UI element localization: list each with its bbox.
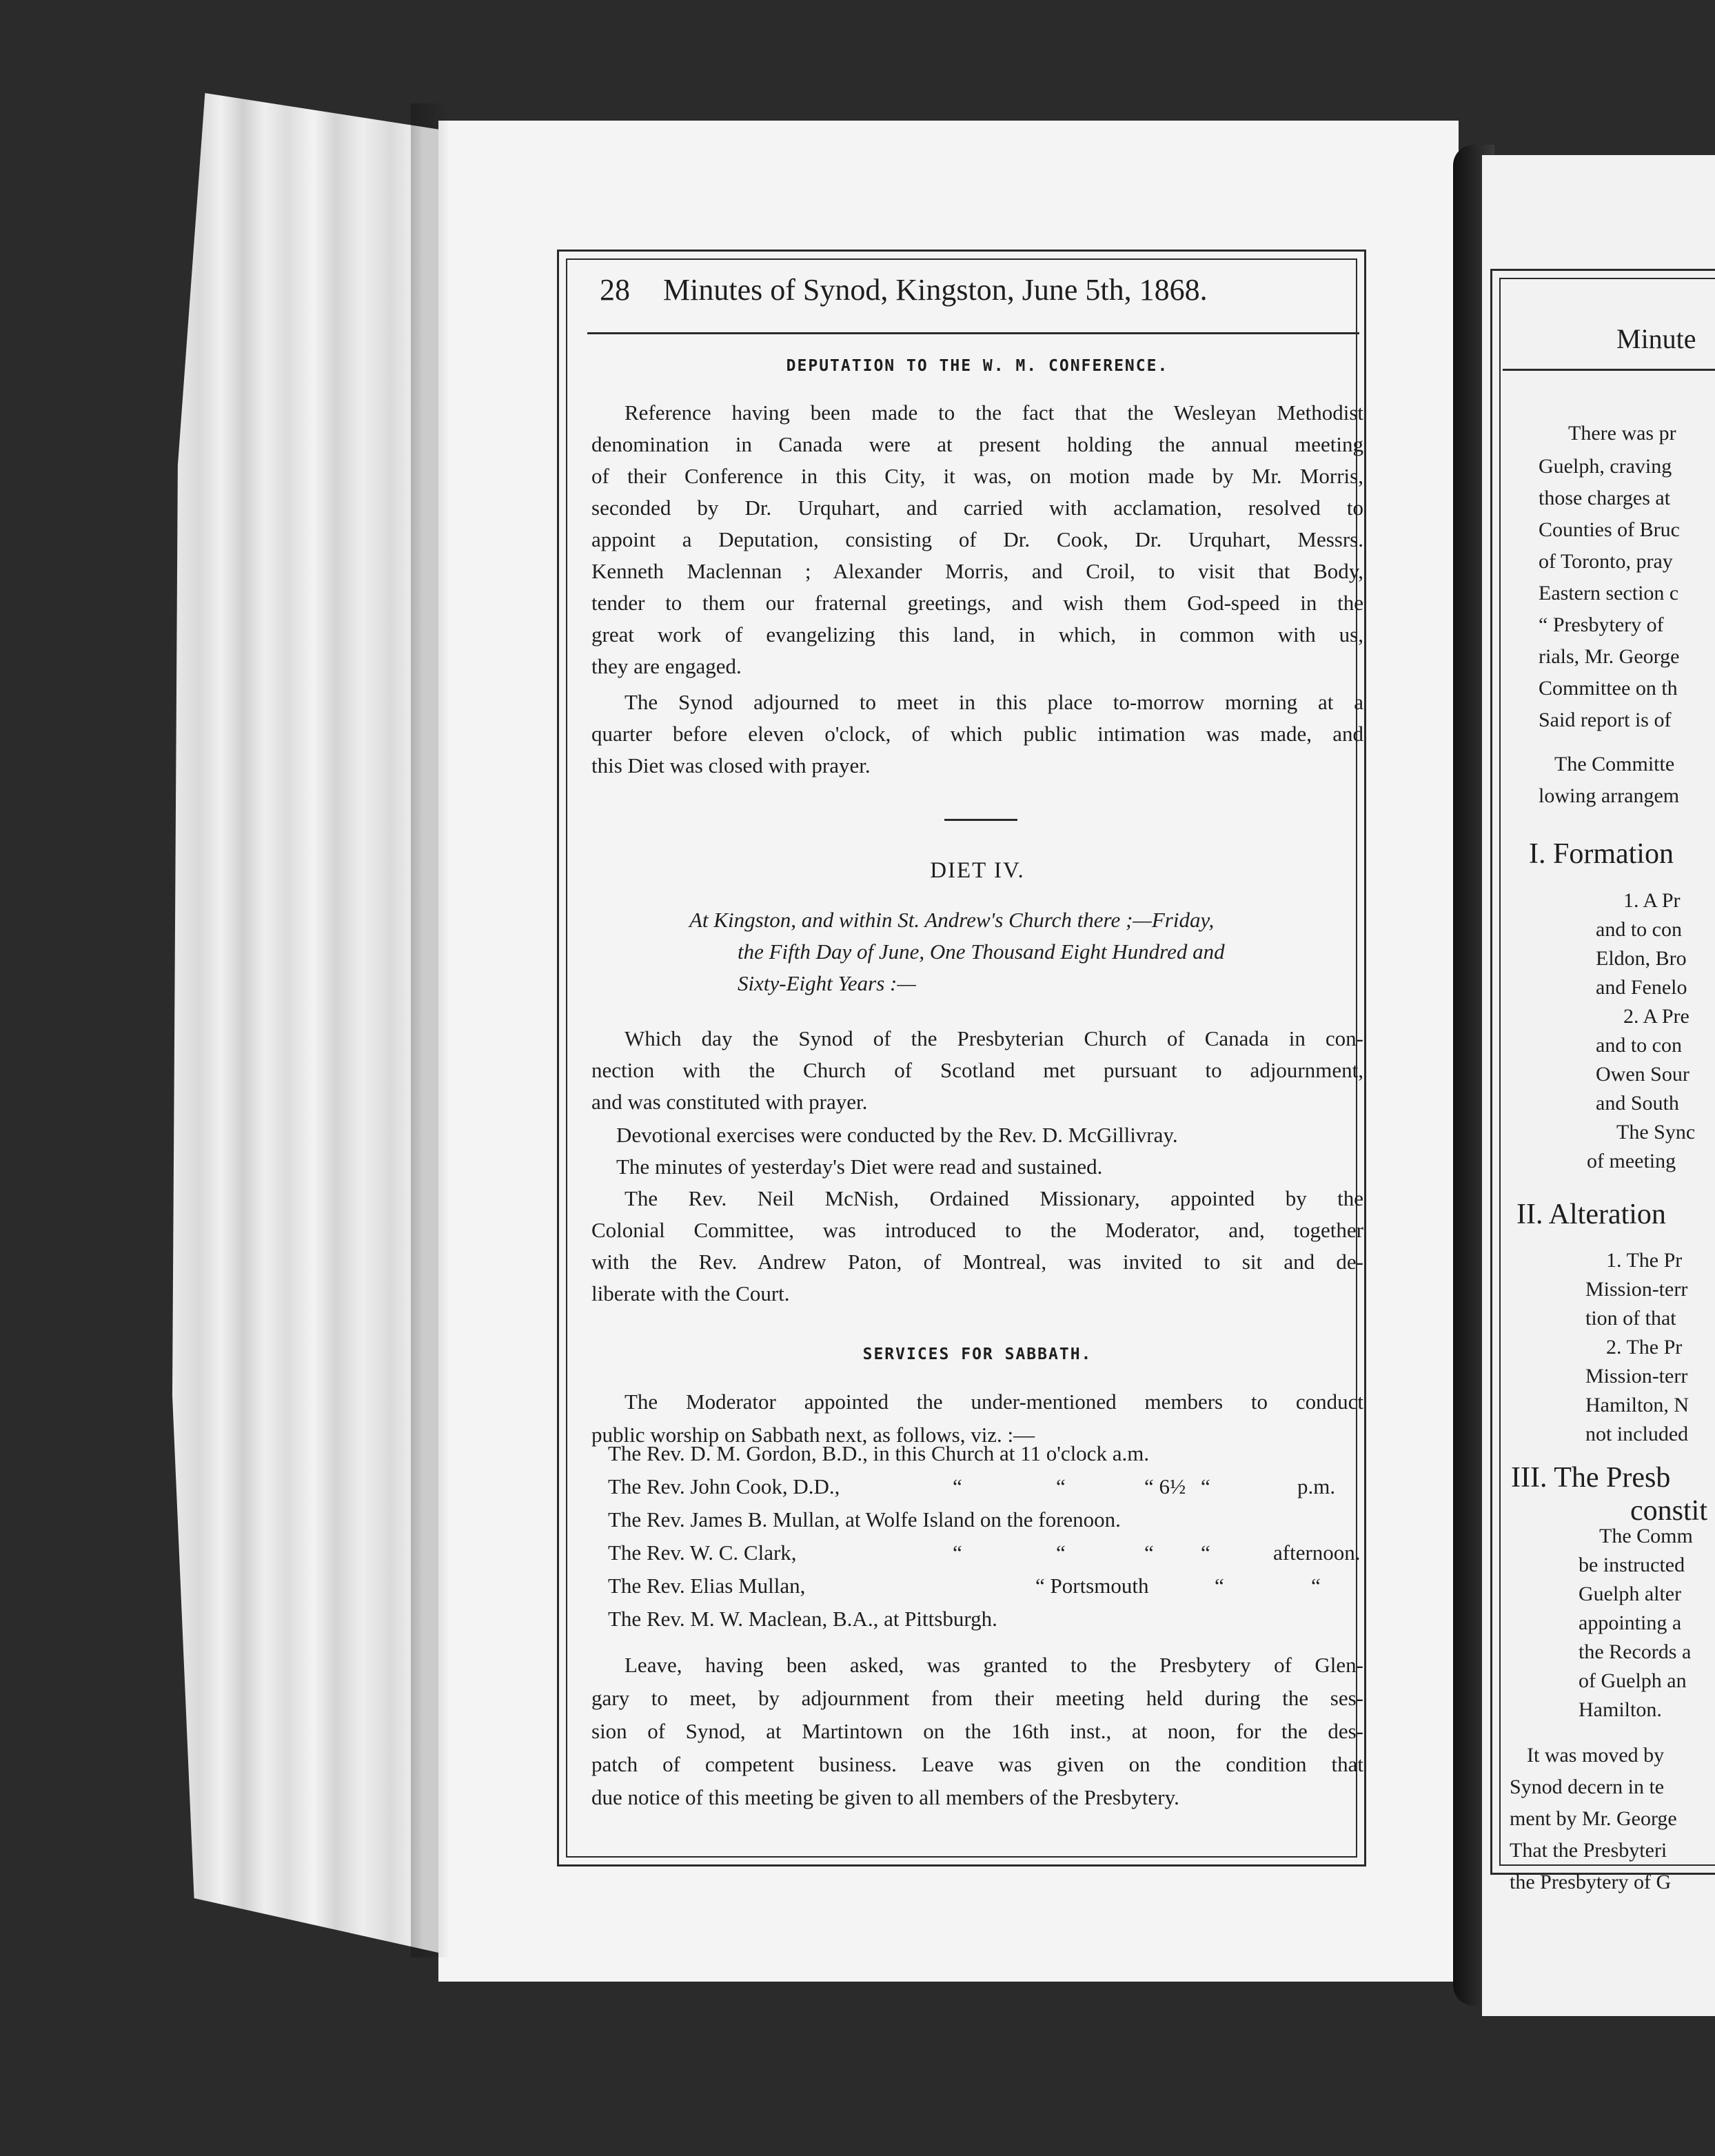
text-line: patch of competent business. Leave was given on the condition that <box>591 1752 1363 1776</box>
text-line: public worship on Sabbath next, as follows, viz. :— <box>591 1423 1035 1447</box>
text-line: nection with the Church of Scotland met pursuant to adjournment, <box>591 1058 1363 1082</box>
text-line: liberate with the Court. <box>591 1281 790 1305</box>
right-text-fragment: It was moved by <box>1527 1744 1665 1767</box>
service-cell: “ <box>1056 1540 1066 1565</box>
right-text-fragment: Guelph, craving <box>1539 455 1672 478</box>
diet-heading: DIET IV. <box>930 858 1025 883</box>
right-text-fragment: Synod decern in te <box>1510 1776 1665 1798</box>
right-text-fragment: Mission-terr <box>1585 1278 1688 1301</box>
right-text-fragment: Counties of Bruc <box>1539 518 1680 541</box>
right-text-fragment: “ Presbytery of <box>1539 613 1664 636</box>
text-line: gary to meet, by adjournment from their meeting held during the ses- <box>591 1686 1363 1710</box>
text-line: sion of Synod, at Martintown on the 16th inst., at noon, for the des- <box>591 1719 1363 1743</box>
right-text-fragment: Hamilton, N <box>1585 1394 1689 1416</box>
service-cell: “ <box>1215 1574 1224 1598</box>
diet-intro-line: At Kingston, and within St. Andrew's Church there ;—Friday, <box>689 908 1215 932</box>
adjourn-paragraph <box>591 687 1363 782</box>
right-text-fragment: the Records a <box>1579 1640 1692 1663</box>
right-text-fragment: be instructed <box>1579 1554 1685 1576</box>
service-cell: The Rev. Elias Mullan, <box>608 1574 806 1598</box>
text-line: The Rev. Neil McNish, Ordained Missionary, appointed by the <box>625 1186 1363 1210</box>
right-text-fragment: There was pr <box>1568 422 1676 445</box>
text-line: they are engaged. <box>591 654 742 678</box>
devotional-paragraph <box>591 1119 1363 1151</box>
text-line: tender to them our fraternal greetings, and wish them God-speed in the <box>591 591 1363 615</box>
right-header-rule <box>1503 369 1715 371</box>
right-running-title: Minute <box>1616 323 1696 354</box>
text-line: Reference having been made to the fact that the Wesleyan Methodist <box>625 400 1363 425</box>
service-entry <box>608 1536 1366 1569</box>
service-cell: “ <box>1056 1474 1066 1498</box>
service-entry <box>608 1470 1366 1503</box>
right-text-fragment: and Fenelo <box>1596 976 1687 999</box>
text-line: The Synod adjourned to meet in this place to-morrow morning at a <box>625 690 1363 714</box>
right-text-fragment: Guelph alter <box>1579 1583 1682 1605</box>
right-text-fragment: and to con <box>1596 1034 1682 1057</box>
service-cell: “ 6½ <box>1144 1474 1186 1498</box>
right-text-fragment: Eldon, Bro <box>1596 947 1687 970</box>
right-text-fragment: those charges at <box>1539 487 1671 509</box>
right-text-fragment: The Comm <box>1599 1525 1693 1547</box>
right-text-fragment: rials, Mr. George <box>1539 645 1680 668</box>
service-cell: “ <box>1144 1540 1154 1565</box>
right-text-fragment: and to con <box>1596 918 1682 941</box>
right-text-fragment: Hamilton. <box>1579 1698 1662 1721</box>
service-cell: “ <box>1201 1540 1210 1565</box>
section-heading-deputation: DEPUTATION TO THE W. M. CONFERENCE. <box>786 357 1169 375</box>
service-cell: The Rev. M. W. Maclean, B.A., at Pittsburgh. <box>608 1607 997 1631</box>
service-cell: The Rev. James B. Mullan, at Wolfe Island on the forenoon. <box>608 1507 1121 1532</box>
right-text-fragment: 2. A Pre <box>1623 1005 1689 1028</box>
deputation-paragraph <box>591 397 1363 682</box>
right-text-fragment: 1. A Pr <box>1623 889 1681 912</box>
text-line: Which day the Synod of the Presbyterian Church of Canada in con- <box>625 1026 1363 1050</box>
right-text-fragment: and South <box>1596 1092 1679 1115</box>
text-line: Colonial Committee, was introduced to the Moderator, and, together <box>591 1218 1363 1242</box>
service-cell: “ Portsmouth <box>1035 1574 1149 1598</box>
right-section-heading: III. The Presb <box>1511 1462 1671 1494</box>
right-text-fragment: Mission-terr <box>1585 1365 1688 1387</box>
text-line: due notice of this meeting be given to all members of the Presbytery. <box>591 1785 1179 1809</box>
header-rule <box>587 332 1359 334</box>
right-text-fragment: That the Presbyteri <box>1510 1839 1667 1862</box>
service-cell: “ <box>1201 1474 1210 1498</box>
service-cell: p.m. <box>1297 1474 1336 1498</box>
right-section-heading: II. Alteration <box>1516 1199 1666 1230</box>
right-text-fragment: 1. The Pr <box>1606 1249 1683 1272</box>
right-text-fragment: Committee on th <box>1539 677 1678 700</box>
right-text-fragment: tion of that <box>1585 1307 1676 1330</box>
service-cell: The Rev. D. M. Gordon, B.D., in this Church at 11 o'clock a.m. <box>608 1441 1150 1465</box>
service-cell: The Rev. John Cook, D.D., <box>608 1474 840 1498</box>
text-line: with the Rev. Andrew Paton, of Montreal, was invited to sit and de- <box>591 1250 1363 1274</box>
service-cell: The Rev. W. C. Clark, <box>608 1540 797 1565</box>
right-text-fragment: Eastern section c <box>1539 582 1679 604</box>
service-cell: afternoon. <box>1273 1540 1361 1565</box>
running-title: Minutes of Synod, Kingston, June 5th, 1868. <box>663 273 1208 307</box>
right-text-fragment: of meeting <box>1587 1150 1676 1172</box>
service-entry <box>608 1603 1366 1636</box>
right-text-fragment: lowing arrangem <box>1539 784 1680 807</box>
right-text-fragment: Owen Sour <box>1596 1063 1689 1086</box>
minutes-line: The minutes of yesterday's Diet were read and sustained. <box>616 1155 1103 1179</box>
diet-intro <box>689 904 1365 999</box>
service-entry <box>608 1437 1366 1470</box>
section-heading-services: SERVICES FOR SABBATH. <box>862 1345 1093 1363</box>
text-line: and was constituted with prayer. <box>591 1090 868 1114</box>
mcnish-paragraph <box>591 1183 1363 1310</box>
text-line: Leave, having been asked, was granted to the Presbytery of Glen- <box>625 1653 1363 1677</box>
right-text-fragment: the Presbytery of G <box>1510 1871 1672 1893</box>
right-text-fragment: of Guelph an <box>1579 1669 1687 1692</box>
right-text-fragment: The Sync <box>1616 1121 1696 1143</box>
right-section-heading: I. Formation <box>1529 838 1674 870</box>
right-text-fragment: of Toronto, pray <box>1539 550 1673 573</box>
right-text-fragment: not included <box>1585 1423 1689 1445</box>
text-line: seconded by Dr. Urquhart, and carried with acclamation, resolved to <box>591 496 1363 520</box>
binding-shadow <box>411 103 449 1957</box>
service-entry <box>608 1503 1366 1536</box>
which-day-paragraph <box>591 1023 1363 1118</box>
devotional-line: Devotional exercises were conducted by the Rev. D. McGillivray. <box>616 1123 1178 1147</box>
page-number: 28 <box>600 273 630 307</box>
right-text-fragment: Said report is of <box>1539 709 1672 731</box>
minutes-paragraph <box>591 1151 1363 1183</box>
service-entry <box>608 1569 1366 1603</box>
running-header <box>600 272 1358 321</box>
service-cell: “ <box>953 1474 962 1498</box>
right-text-fragment: ment by Mr. George <box>1510 1807 1677 1830</box>
text-line: The Moderator appointed the under-mentioned members to conduct <box>625 1390 1363 1414</box>
diet-intro-line: Sixty-Eight Years :— <box>738 971 916 995</box>
book-page-edges <box>172 93 445 1954</box>
section-divider <box>944 819 1017 821</box>
service-cell: “ <box>1311 1574 1321 1598</box>
right-text-fragment: appointing a <box>1579 1611 1682 1634</box>
right-text-fragment: The Committe <box>1554 753 1675 775</box>
diet-intro-line: the Fifth Day of June, One Thousand Eight Hundred and <box>738 939 1225 964</box>
text-line: this Diet was closed with prayer. <box>591 753 871 777</box>
text-line: appoint a Deputation, consisting of Dr. Cook, Dr. Urquhart, Messrs. <box>591 527 1363 551</box>
right-section-heading: constit <box>1630 1495 1707 1527</box>
text-line: denomination in Canada were at present holding the annual meeting <box>591 432 1363 456</box>
right-text-fragment: 2. The Pr <box>1606 1336 1683 1359</box>
services-list <box>608 1437 1366 1636</box>
text-line: of their Conference in this City, it was, on motion made by Mr. Morris, <box>591 464 1363 488</box>
text-line: quarter before eleven o'clock, of which public intimation was made, and <box>591 722 1363 746</box>
leave-paragraph <box>591 1649 1363 1814</box>
text-line: great work of evangelizing this land, in which, in common with us, <box>591 622 1363 647</box>
service-cell: “ <box>953 1540 962 1565</box>
text-line: Kenneth Maclennan ; Alexander Morris, and Croil, to visit that Body, <box>591 559 1363 583</box>
